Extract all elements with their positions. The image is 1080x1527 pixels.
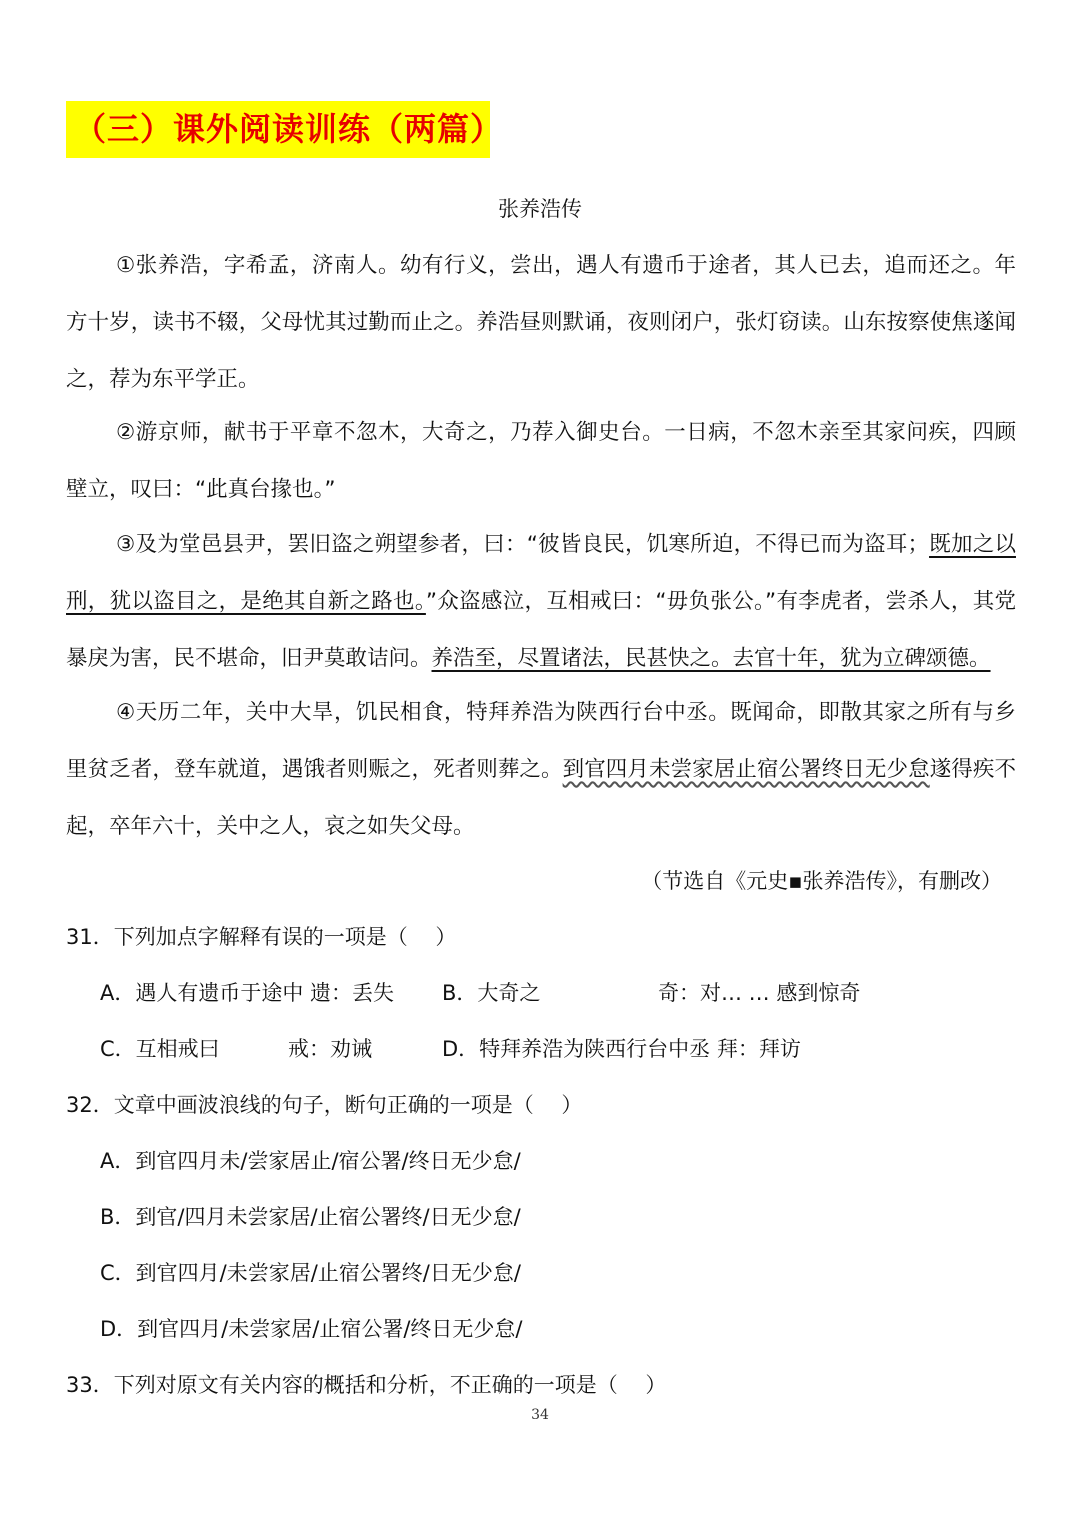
paragraph-1: ①张养浩，字希孟，济南人。幼有行义，尝出，遇人有遗币于途者，其人已去，追而还之。年方十岁，读书不辍，父母忧其过勤而止之。养浩昼则默诵，夜则闭户，张灯窃读。山东按察使焦遂闻之，荐为东平学正。 — [66, 253, 1016, 392]
paragraph-4-text-a: ④天历二年，关中大旱，饥民相食，特拜养浩为陕西行台中丞。既闻命，即散其家之所有与乡里贫乏者，登车就道，遇饿者则赈之，死者则葬之。 — [66, 700, 1016, 782]
question-33-stem: 33．下列对原文有关内容的概括和分析，不正确的一项是（ ） — [66, 1373, 667, 1397]
q31-option-d: D．特拜养浩为陕西行台中丞 拜：拜访 — [442, 1037, 801, 1061]
underlined-sentence-1: 既加之以刑，犹以盗目之，是绝其自新之路也。 — [66, 532, 1016, 614]
underlined-sentence-2: 养浩至，尽置诸法，民甚快之。去官十年，犹为立碑颂德。 — [431, 646, 991, 671]
q31-option-c: C．互相戒曰 — [100, 1037, 220, 1061]
q31-option-c-gloss: 戒：劝诫 — [288, 1037, 372, 1061]
q31-option-a: A．遇人有遗币于途中 遗：丢失 — [100, 981, 395, 1005]
paragraph-2: ②游京师，献书于平章不忽木，大奇之，乃荐入御史台。一日病，不忽木亲至其家问疾，四顾壁立，叹曰：“此真台掾也。” — [66, 420, 1016, 502]
paragraph-4-text-c: 遂得疾不起，卒年六十，关中之人，哀之如失父母。 — [66, 757, 1016, 839]
wavy-underlined-sentence: 到官四月未尝家居止宿公署终日无少怠 — [562, 757, 930, 782]
q32-option-c: C．到官四月/未尝家居/止宿公署终/日无少怠/ — [100, 1261, 521, 1285]
paragraph-3 — [66, 516, 1016, 687]
question-31-stem: 31．下列加点字解释有误的一项是（ ） — [66, 925, 457, 949]
q31-option-b-gloss: 奇：对… … 感到惊奇 — [658, 981, 861, 1005]
paragraph-3-text-a: ③及为堂邑县尹，罢旧盗之朔望参者，曰：“彼皆良民，饥寒所迫，不得已而为盗耳； — [116, 532, 930, 557]
question-32-stem: 32．文章中画波浪线的句子，断句正确的一项是（ ） — [66, 1093, 583, 1117]
page-number: 34 — [531, 1407, 549, 1423]
article-title: 张养浩传 — [498, 197, 582, 221]
paragraph-3-text-c: ”众盗感泣，互相戒曰：“毋负张公。”有李虎者，尝杀人，其党暴戾为害，民不堪命，旧尹莫敢诘问。 — [66, 589, 1016, 671]
q31-option-b: B．大奇之 — [442, 981, 541, 1005]
section-title: （三）课外阅读训练（两篇） — [66, 101, 490, 158]
q32-option-d: D．到官四月/未尝家居/止宿公署/终日无少怠/ — [100, 1317, 523, 1341]
source-citation: （节选自《元史▪张养浩传》，有删改） — [641, 869, 1002, 893]
q32-option-b: B．到官/四月未尝家居/止宿公署终/日无少怠/ — [100, 1205, 521, 1229]
q32-option-a: A．到官四月未/尝家居止/宿公署/终日无少怠/ — [100, 1149, 521, 1173]
paragraph-4 — [66, 684, 1016, 855]
